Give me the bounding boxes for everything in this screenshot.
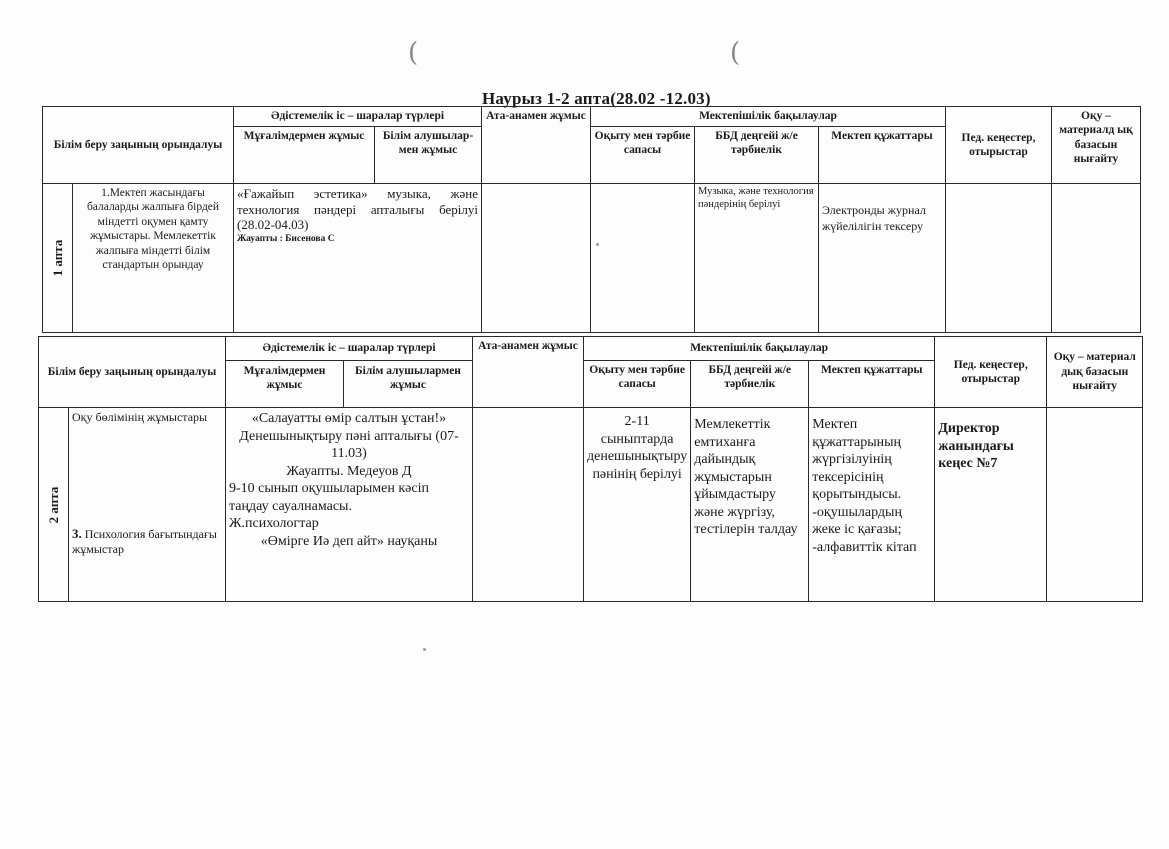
- week2-councils: Директор жанындағы кеңес №7: [935, 408, 1047, 602]
- header-control: Мектепішілік бақылаулар: [591, 107, 946, 127]
- week1-teachers-main: «Ғажайып эстетика» музыка, және технология пәндері апталығы берілуі (28.02-04.03): [237, 186, 478, 233]
- header-students: Білім алушылармен жұмыс: [355, 365, 461, 392]
- week2-docs: Мектеп құжаттарының жүргізілуінің тексерісінің қорытындысы. -оқушылардың жеке іс қағазы; -алфавиттік кітап: [809, 408, 935, 602]
- header-methodical: Әдістемелік іс – шаралар түрлері: [226, 337, 473, 361]
- week2-law-b: [72, 526, 225, 557]
- page-title: Наурыз 1-2 апта(28.02 -12.03): [482, 89, 711, 108]
- week2-teachers: [226, 408, 473, 602]
- week1-quality: [591, 184, 695, 333]
- week2-table: [38, 336, 1143, 602]
- week2-label: 2 апта: [39, 408, 69, 602]
- week1-bbd: Музыка, және технология пәндерінің берілуі: [695, 184, 819, 333]
- week2-parents: [473, 408, 584, 602]
- week2-law-b-num: 3.: [72, 526, 82, 541]
- week1-docs: Электронды журнал жүйелілігін тексеру: [819, 184, 946, 333]
- week1-parents: [482, 184, 591, 333]
- week2-law-a: Оқу бөлімінің жұмыстары: [72, 410, 208, 424]
- header-law: Білім беру заңының орындалуы: [39, 337, 226, 408]
- scan-dot: [423, 648, 426, 651]
- header-law: Білім беру заңының орындалуы: [43, 107, 234, 184]
- header-docs: Мектеп құжаттары: [809, 361, 935, 408]
- header-control: Мектепішілік бақылаулар: [584, 337, 935, 361]
- header-councils: Пед. кеңестер, отырыстар: [935, 337, 1047, 408]
- week2-law: [69, 408, 226, 602]
- header-docs: Мектеп құжаттары: [819, 127, 946, 184]
- week1-law: 1.Мектеп жасындағы балаларды жалпыға бірдей міндетті оқумен қамту жұмыстары. Мемлекеттік жалпыға міндетті білім стандартын орындау: [73, 184, 234, 333]
- header-parents: Ата-анамен жұмыс: [482, 107, 591, 184]
- week2-law-b-text: Психология бағытындағы жұмыстар: [72, 527, 217, 557]
- header-material: Оқу – материал дық базасын нығайту: [1047, 337, 1143, 408]
- week1-teachers: [234, 184, 482, 333]
- week2-quality: 2-11 сыныптарда денешынықтыру пәнінің берілуі: [584, 408, 691, 602]
- week2-teachers-4: Ж.психологтар: [229, 516, 319, 531]
- week2-teachers-2: Жауапты. Медеуов Д: [286, 463, 412, 479]
- week2-teachers-3: 9-10 сынып оқушыларымен кәсіп таңдау сауалнамасы.: [229, 481, 429, 514]
- week2-teachers-1: «Салауатты өмір салтын ұстан!» Денешынықтыру пәні апталығы (07-11.03): [239, 411, 459, 461]
- week1-responsible: Жауапты : Бисенова С: [237, 233, 335, 244]
- week1-councils: [946, 184, 1052, 333]
- header-bbd: ББД деңгейі ж/е тәрбиелік: [691, 361, 809, 408]
- header-students: Білім алушылар-мен жұмыс: [375, 127, 482, 184]
- header-quality: Оқыту мен тәрбие сапасы: [591, 127, 695, 184]
- scan-artifact: (: [730, 38, 741, 68]
- week1-label: 1 апта: [43, 184, 73, 333]
- header-bbd: ББД деңгейі ж/е тәрбиелік: [695, 127, 819, 184]
- header-councils: Пед. кеңестер, отырыстар: [946, 107, 1052, 184]
- header-methodical: Әдістемелік іс – шаралар түрлері: [234, 107, 482, 127]
- header-teachers: Мұғалімдермен жұмыс: [234, 127, 375, 184]
- header-quality: Оқыту мен тәрбие сапасы: [584, 361, 691, 408]
- week1-material: [1052, 184, 1141, 333]
- header-methodical-split: [226, 361, 473, 408]
- week2-teachers-5: «Өмірге Иә деп айт» науқаны: [260, 533, 438, 549]
- week2-material: [1047, 408, 1143, 602]
- header-parents: Ата-анамен жұмыс: [473, 337, 584, 408]
- week2-bbd: Мемлекеттік емтиханға дайындық жұмыстарын ұйымдастыру және жүргізу, тестілерін талдау: [691, 408, 809, 602]
- header-material: Оқу – материалд ық базасын нығайту: [1052, 107, 1141, 184]
- header-teachers: Мұғалімдермен жұмыс: [226, 361, 344, 407]
- scan-artifact: (: [408, 38, 419, 68]
- week1-table: [42, 106, 1141, 333]
